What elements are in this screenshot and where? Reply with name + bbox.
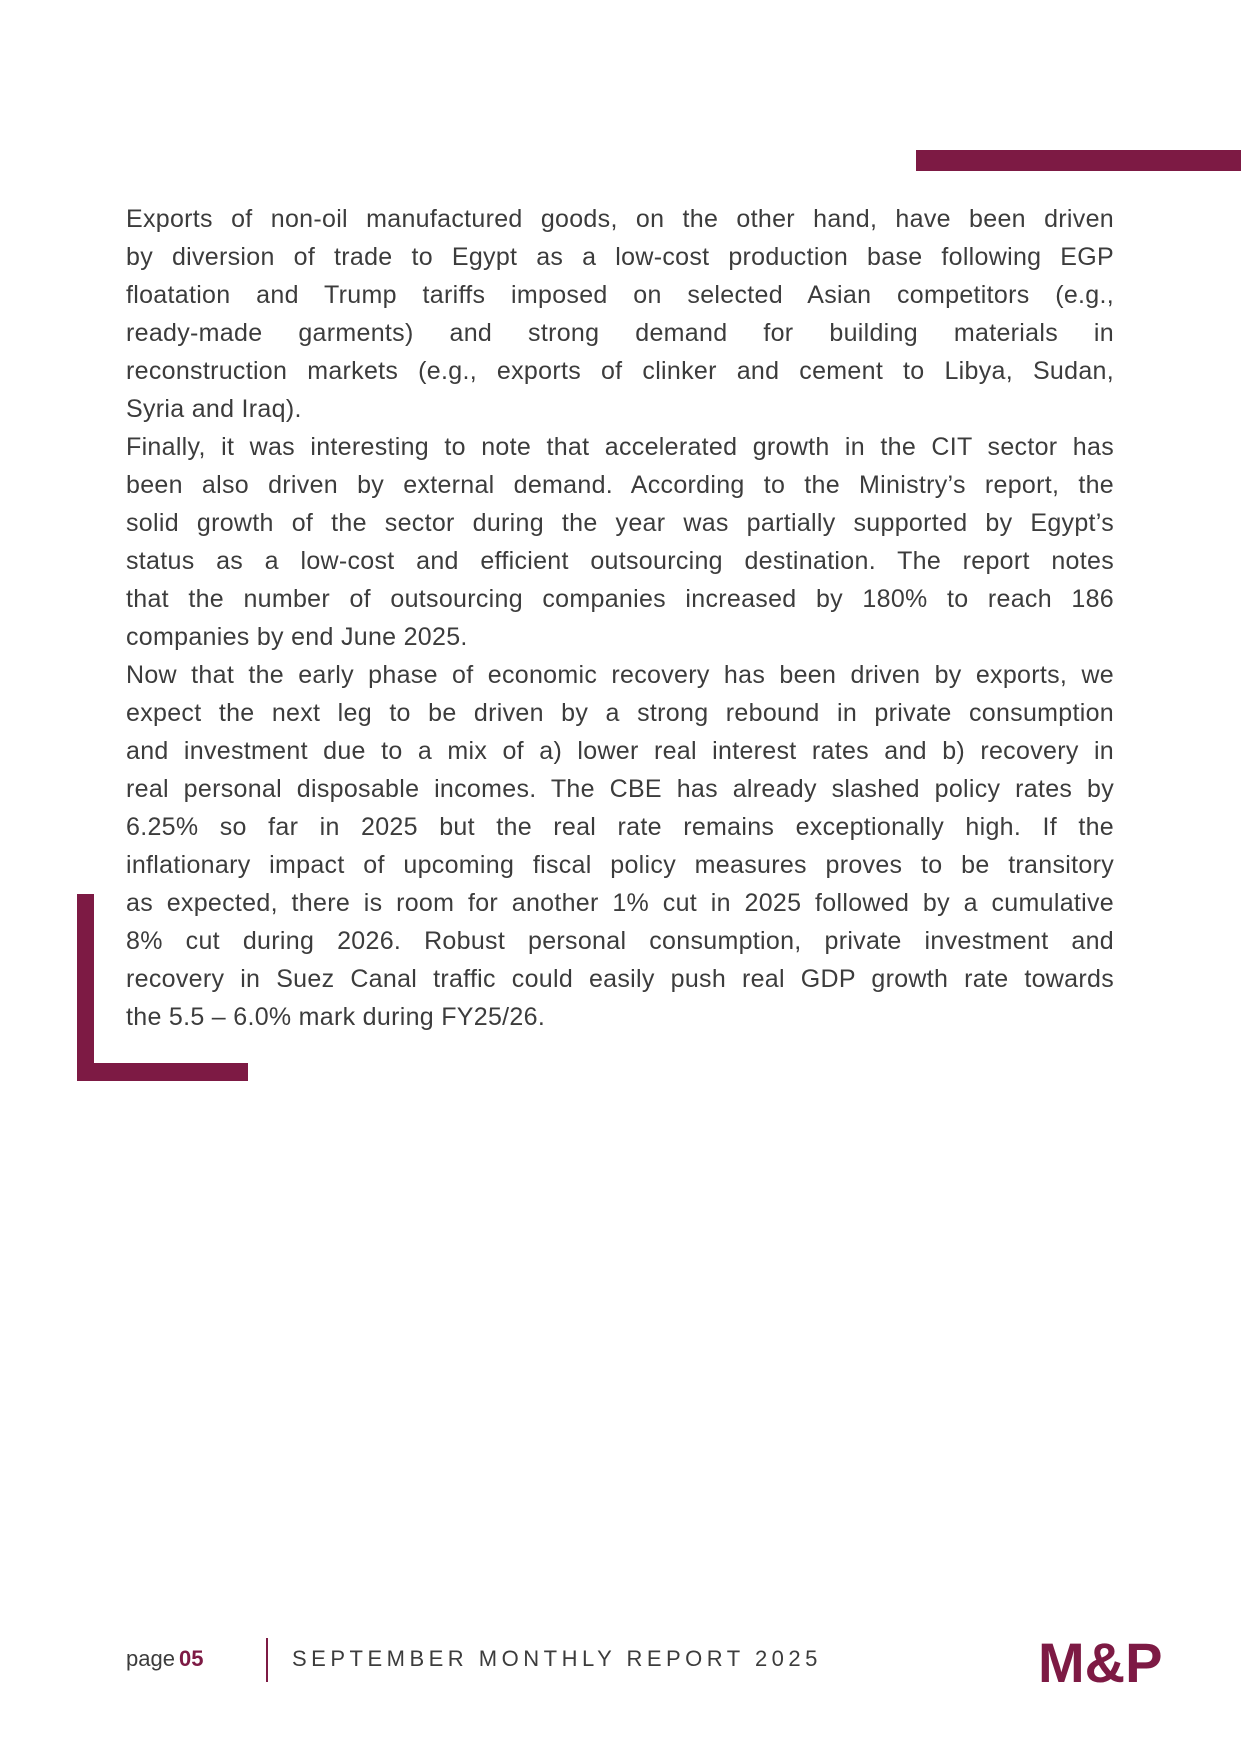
body-text (126, 200, 1114, 1036)
text-line: Syria and Iraq). (126, 395, 302, 423)
left-corner-accent-horizontal (77, 1063, 248, 1081)
text-line: recovery in Suez Canal traffic could easily push real GDP growth rate towards (126, 965, 1114, 993)
page-number: 05 (178, 1646, 204, 1671)
text-line: the 5.5 – 6.0% mark during FY25/26. (126, 1003, 546, 1031)
text-line: been also driven by external demand. According to the Ministry’s report, the (126, 471, 1114, 499)
footer-page-indicator (126, 1646, 203, 1672)
footer-divider (266, 1638, 268, 1682)
text-line: floatation and Trump tariffs imposed on selected Asian competitors (e.g., (126, 281, 1114, 309)
text-line: Finally, it was interesting to note that accelerated growth in the CIT sector has (126, 433, 1114, 461)
text-line: solid growth of the sector during the year was partially supported by Egypt’s (126, 509, 1114, 537)
text-line: companies by end June 2025. (126, 623, 468, 651)
text-line: ready-made garments) and strong demand for building materials in (126, 319, 1114, 347)
left-corner-accent-vertical (77, 894, 94, 1081)
mp-logo: M&P (1038, 1631, 1163, 1694)
text-line: 8% cut during 2026. Robust personal consumption, private investment and (126, 927, 1114, 955)
report-title: SEPTEMBER MONTHLY REPORT 2025 (292, 1646, 822, 1671)
text-line: that the number of outsourcing companies increased by 180% to reach 186 (126, 585, 1114, 613)
text-line: by diversion of trade to Egypt as a low-cost production base following EGP (126, 243, 1114, 271)
text-line: Exports of non-oil manufactured goods, on the other hand, have been driven (126, 205, 1114, 233)
text-line: as expected, there is room for another 1% cut in 2025 followed by a cumulative (126, 889, 1114, 917)
text-line: and investment due to a mix of a) lower real interest rates and b) recovery in (126, 737, 1114, 765)
page-label: page (126, 1646, 175, 1671)
top-right-accent-bar (916, 150, 1241, 171)
text-line: 6.25% so far in 2025 but the real rate remains exceptionally high. If the (126, 813, 1114, 841)
text-line: status as a low-cost and efficient outsourcing destination. The report notes (126, 547, 1114, 575)
text-line: inflationary impact of upcoming fiscal policy measures proves to be transitory (126, 851, 1114, 879)
text-line: Now that the early phase of economic recovery has been driven by exports, we (126, 661, 1114, 689)
text-line: expect the next leg to be driven by a strong rebound in private consumption (126, 699, 1114, 727)
text-line: real personal disposable incomes. The CBE has already slashed policy rates by (126, 775, 1114, 803)
text-line: reconstruction markets (e.g., exports of clinker and cement to Libya, Sudan, (126, 357, 1114, 385)
